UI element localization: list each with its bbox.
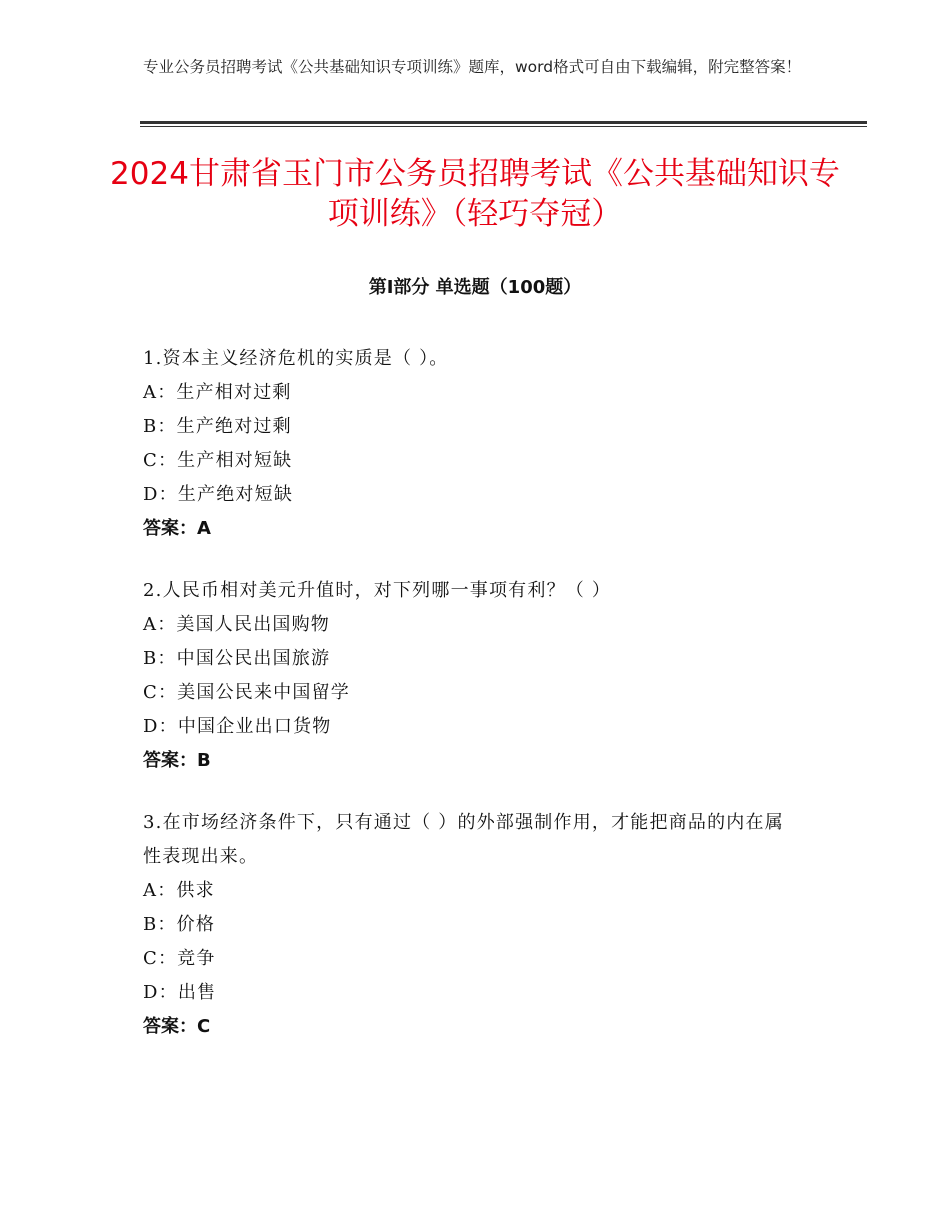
question-3 xyxy=(143,806,803,1044)
answer: 答案：C xyxy=(143,1016,211,1037)
header-divider-thick xyxy=(140,121,867,124)
section-title: 第Ⅰ部分 单选题（100题） xyxy=(368,277,582,298)
question-list xyxy=(143,342,803,1072)
question-stem: 3.在市场经济条件下，只有通过（ ）的外部强制作用，才能把商品的内在属性表现出来。 xyxy=(143,812,784,867)
option-d: D：生产绝对短缺 xyxy=(143,484,294,505)
option-b: B：生产绝对过剩 xyxy=(143,416,292,437)
answer: 答案：B xyxy=(143,750,211,771)
header-note: 专业公务员招聘考试《公共基础知识专项训练》题库，word格式可自由下载编辑，附完整答案！ xyxy=(143,58,802,76)
option-a: A：美国人民出国购物 xyxy=(143,614,330,635)
question-stem: 1.资本主义经济危机的实质是（ ）。 xyxy=(143,348,449,369)
option-c: C：美国公民来中国留学 xyxy=(143,682,350,703)
option-b: B：中国公民出国旅游 xyxy=(143,648,331,669)
option-d: D：出售 xyxy=(143,982,217,1003)
option-c: C：生产相对短缺 xyxy=(143,450,293,471)
option-c: C：竞争 xyxy=(143,948,216,969)
option-a: A：生产相对过剩 xyxy=(143,382,292,403)
document-title: 2024甘肃省玉门市公务员招聘考试《公共基础知识专项训练》（轻巧夺冠） xyxy=(110,156,840,232)
header-divider-thin xyxy=(140,126,867,127)
answer: 答案：A xyxy=(143,518,211,539)
question-2 xyxy=(143,574,803,778)
option-b: B：价格 xyxy=(143,914,216,935)
question-stem: 2.人民币相对美元升值时，对下列哪一事项有利？（ ） xyxy=(143,580,612,601)
option-a: A：供求 xyxy=(143,880,215,901)
question-1 xyxy=(143,342,803,546)
option-d: D：中国企业出口货物 xyxy=(143,716,332,737)
